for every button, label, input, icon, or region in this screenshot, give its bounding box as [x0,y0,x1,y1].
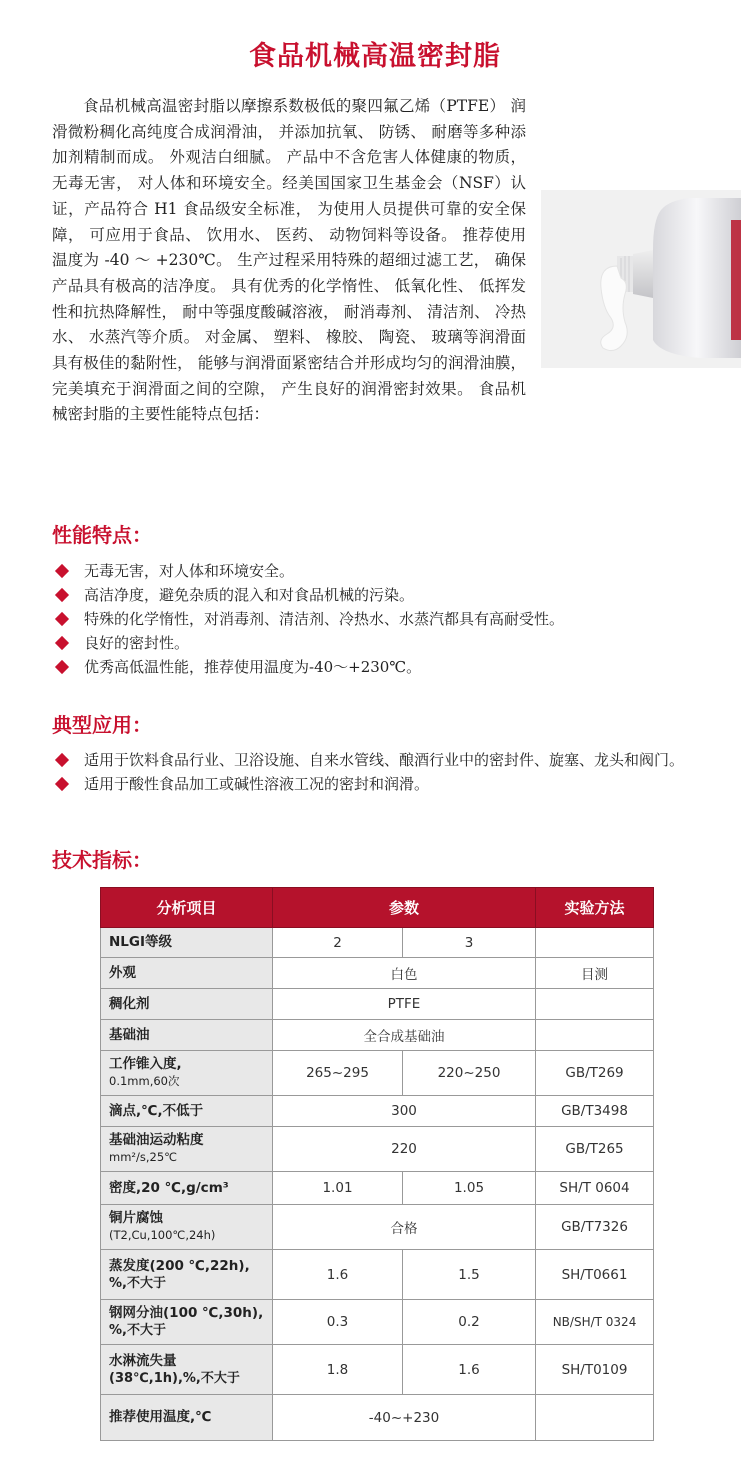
applications-list [56,748,746,796]
row-value: 2 [273,928,403,958]
row-method: SH/T0661 [536,1250,654,1300]
list-item: 良好的密封性。 [56,631,746,655]
table-row [101,1051,654,1096]
row-label: 工作锥入度, 0.1mm,60次 [101,1051,273,1096]
features-heading: 性能特点： [52,523,152,547]
row-label: 钢网分油(100 ℃,30h), %,不大于 [101,1300,273,1345]
row-value: 全合成基础油 [273,1020,536,1051]
row-value: 1.5 [403,1250,536,1300]
row-label: 基础油 [101,1020,273,1051]
row-label: 稠化剂 [101,989,273,1020]
features-list [56,559,746,679]
table-row [101,1020,654,1051]
row-method: GB/T7326 [536,1205,654,1250]
list-item: 优秀高低温性能，推荐使用温度为-40～+230℃。 [56,655,746,679]
diamond-bullet-icon [55,777,69,791]
row-value: PTFE [273,989,536,1020]
table-row [101,1205,654,1250]
row-value: 白色 [273,958,536,989]
row-method: SH/T 0604 [536,1172,654,1205]
row-value: 0.2 [403,1300,536,1345]
diamond-bullet-icon [55,753,69,767]
specs-heading: 技术指标： [52,848,152,872]
table-row [101,1250,654,1300]
row-value: 3 [403,928,536,958]
list-item: 适用于饮料食品行业、卫浴设施、自来水管线、酿酒行业中的密封件、旋塞、龙头和阀门。 [56,748,746,772]
header-item: 分析项目 [101,888,273,928]
row-label: 推荐使用温度,℃ [101,1395,273,1441]
spec-table-header [101,888,654,928]
row-method: GB/T265 [536,1127,654,1172]
diamond-bullet-icon [55,588,69,602]
row-label: 基础油运动粘度 mm²/s,25℃ [101,1127,273,1172]
row-method: 目测 [536,958,654,989]
row-method [536,928,654,958]
table-row [101,1345,654,1395]
table-row [101,1096,654,1127]
spec-table [100,887,654,1441]
row-value: -40~+230 [273,1395,536,1441]
row-value: 1.8 [273,1345,403,1395]
table-row [101,1127,654,1172]
diamond-bullet-icon [55,612,69,626]
product-image [541,190,741,368]
row-label: 蒸发度(200 ℃,22h), %,不大于 [101,1250,273,1300]
row-value: 1.05 [403,1172,536,1205]
row-method [536,1395,654,1441]
row-value: 300 [273,1096,536,1127]
row-value: 265~295 [273,1051,403,1096]
row-method [536,989,654,1020]
diamond-bullet-icon [55,636,69,650]
table-row [101,989,654,1020]
diamond-bullet-icon [55,660,69,674]
list-item: 特殊的化学惰性，对消毒剂、清洁剂、冷热水、水蒸汽都具有高耐受性。 [56,607,746,631]
list-item: 适用于酸性食品加工或碱性溶液工况的密封和润滑。 [56,772,746,796]
row-value: 0.3 [273,1300,403,1345]
table-row [101,1300,654,1345]
table-row [101,1395,654,1441]
row-value: 1.6 [403,1345,536,1395]
row-value: 220~250 [403,1051,536,1096]
row-method: NB/SH/T 0324 [536,1300,654,1345]
page-title: 食品机械高温密封脂 [249,41,501,72]
row-label: 外观 [101,958,273,989]
applications-heading: 典型应用： [52,713,152,737]
grease-tube-illustration [541,190,741,368]
row-method: GB/T3498 [536,1096,654,1127]
list-item: 无毒无害，对人体和环境安全。 [56,559,746,583]
row-label: 水淋流失量 (38℃,1h),%,不大于 [101,1345,273,1395]
diamond-bullet-icon [55,564,69,578]
intro-paragraph: 食品机械高温密封脂以摩擦系数极低的聚四氟乙烯（PTFE） 润滑微粉稠化高纯度合成润滑油， 并添加抗氧、 防锈、 耐磨等多种添加剂精制而成。 外观洁白细腻。 产品中不含危害人体健康的物质， 无毒无害， 对人体和环境安全。经美国国家卫生基金会（NSF）认证，产品符合 H1 食品级安全标准， 为使用人员提供可靠的安全保障， 可应用于食品、 饮用水、 医药、 动物饲料等设备。 推荐使用温度为 -40 ～ +230℃。 生产过程采用特殊的超细过滤工艺， 确保产品具有极高的洁净度。 具有优秀的化学惰性、 低氧化性、 低挥发性和抗热降解性， 耐中等强度酸碱溶液， 耐消毒剂、 清洁剂、 冷热水、 水蒸汽等介质。 对金属、 塑料、 橡胶、 陶瓷、 玻璃等润滑面具有极佳的黏附性， 能够与润滑面紧密结合并形成均匀的润滑油膜， 完美填充于润滑面之间的空隙， 产生良好的润滑密封效果。 食品机械密封脂的主要性能特点包括： [52,97,526,424]
row-label: 铜片腐蚀 (T2,Cu,100℃,24h) [101,1205,273,1250]
row-label: NLGI等级 [101,928,273,958]
row-value: 220 [273,1127,536,1172]
row-method: GB/T269 [536,1051,654,1096]
table-row [101,958,654,989]
row-method [536,1020,654,1051]
row-value: 1.01 [273,1172,403,1205]
header-method: 实验方法 [536,888,654,928]
row-label: 滴点,℃,不低于 [101,1096,273,1127]
row-label: 密度,20 ℃,g/cm³ [101,1172,273,1205]
header-params: 参数 [273,888,536,928]
row-value: 1.6 [273,1250,403,1300]
table-row [101,928,654,958]
row-value: 合格 [273,1205,536,1250]
list-item: 高洁净度，避免杂质的混入和对食品机械的污染。 [56,583,746,607]
table-row [101,1172,654,1205]
row-method: SH/T0109 [536,1345,654,1395]
